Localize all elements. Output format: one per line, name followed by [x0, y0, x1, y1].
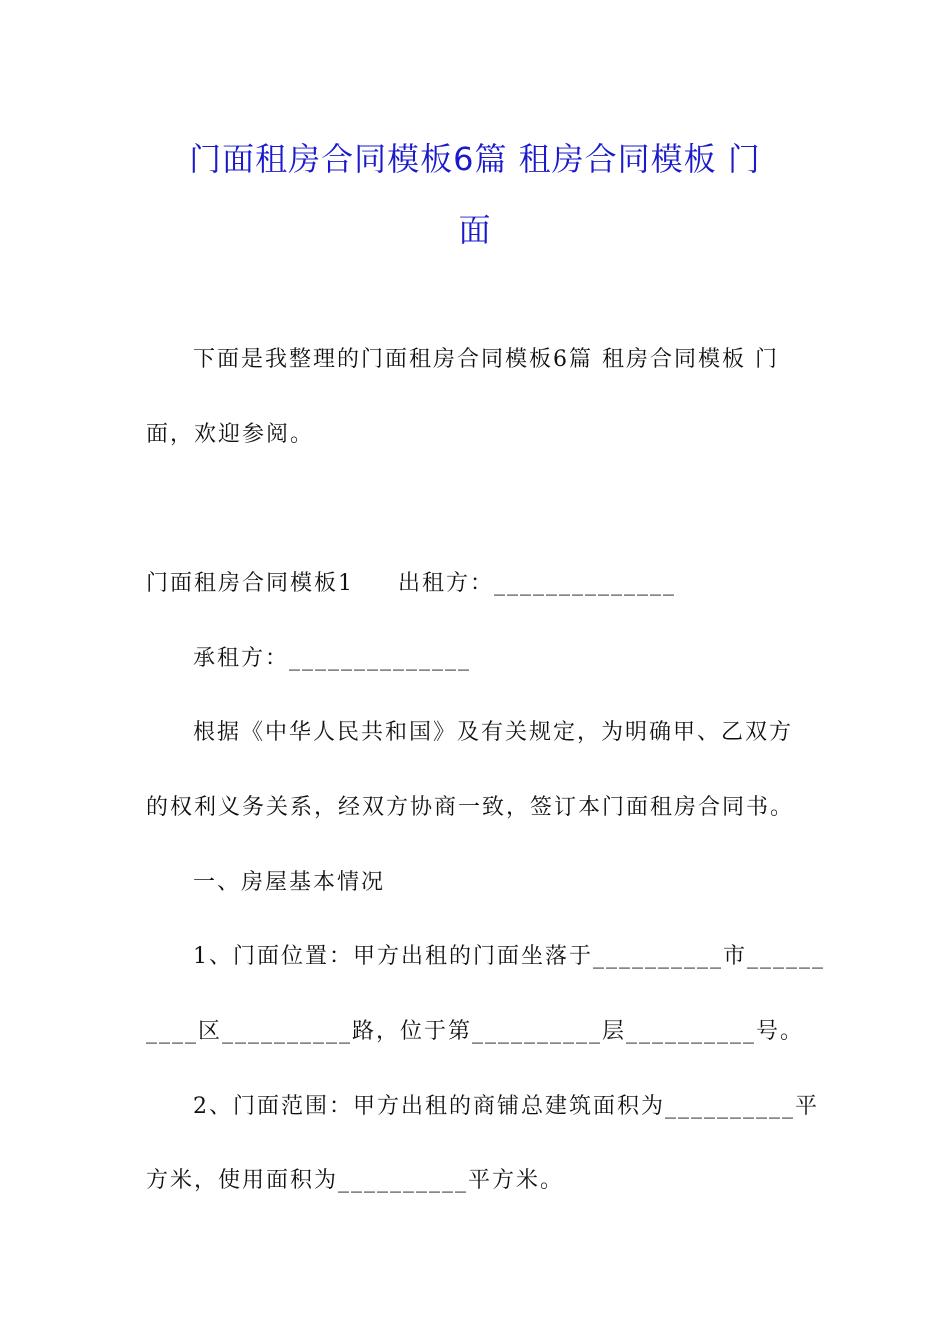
document-title-line-2: 面	[458, 211, 492, 249]
lessee-field: 承租方：______________	[193, 646, 472, 671]
basis-paragraph-line-2: 的权利义务关系，经双方协商一致，签订本门面租房合同书。	[146, 795, 795, 820]
basis-paragraph-line-1: 根据《中华人民共和国》及有关规定，为明确甲、乙双方	[193, 720, 794, 745]
document-title-line-1: 门面租房合同模板6篇 租房合同模板 门	[189, 140, 761, 178]
item-2-line-2: 方米，使用面积为__________平方米。	[146, 1168, 565, 1193]
section-1-heading: 一、房屋基本情况	[193, 870, 386, 895]
template-heading-row	[146, 569, 676, 599]
item-2-line-1: 2、门面范围：甲方出租的商铺总建筑面积为__________平	[193, 1094, 819, 1119]
intro-paragraph-line-1: 下面是我整理的门面租房合同模板6篇 租房合同模板 门	[193, 347, 779, 372]
item-1-line-2: ____区__________路，位于第__________层__________号。	[146, 1019, 805, 1044]
lessor-field: 出租方：______________	[398, 571, 677, 596]
item-1-line-1: 1、门面位置：甲方出租的门面坐落于__________市______	[193, 944, 825, 969]
template-heading: 门面租房合同模板1	[146, 571, 354, 596]
intro-paragraph-line-2: 面，欢迎参阅。	[146, 422, 315, 447]
